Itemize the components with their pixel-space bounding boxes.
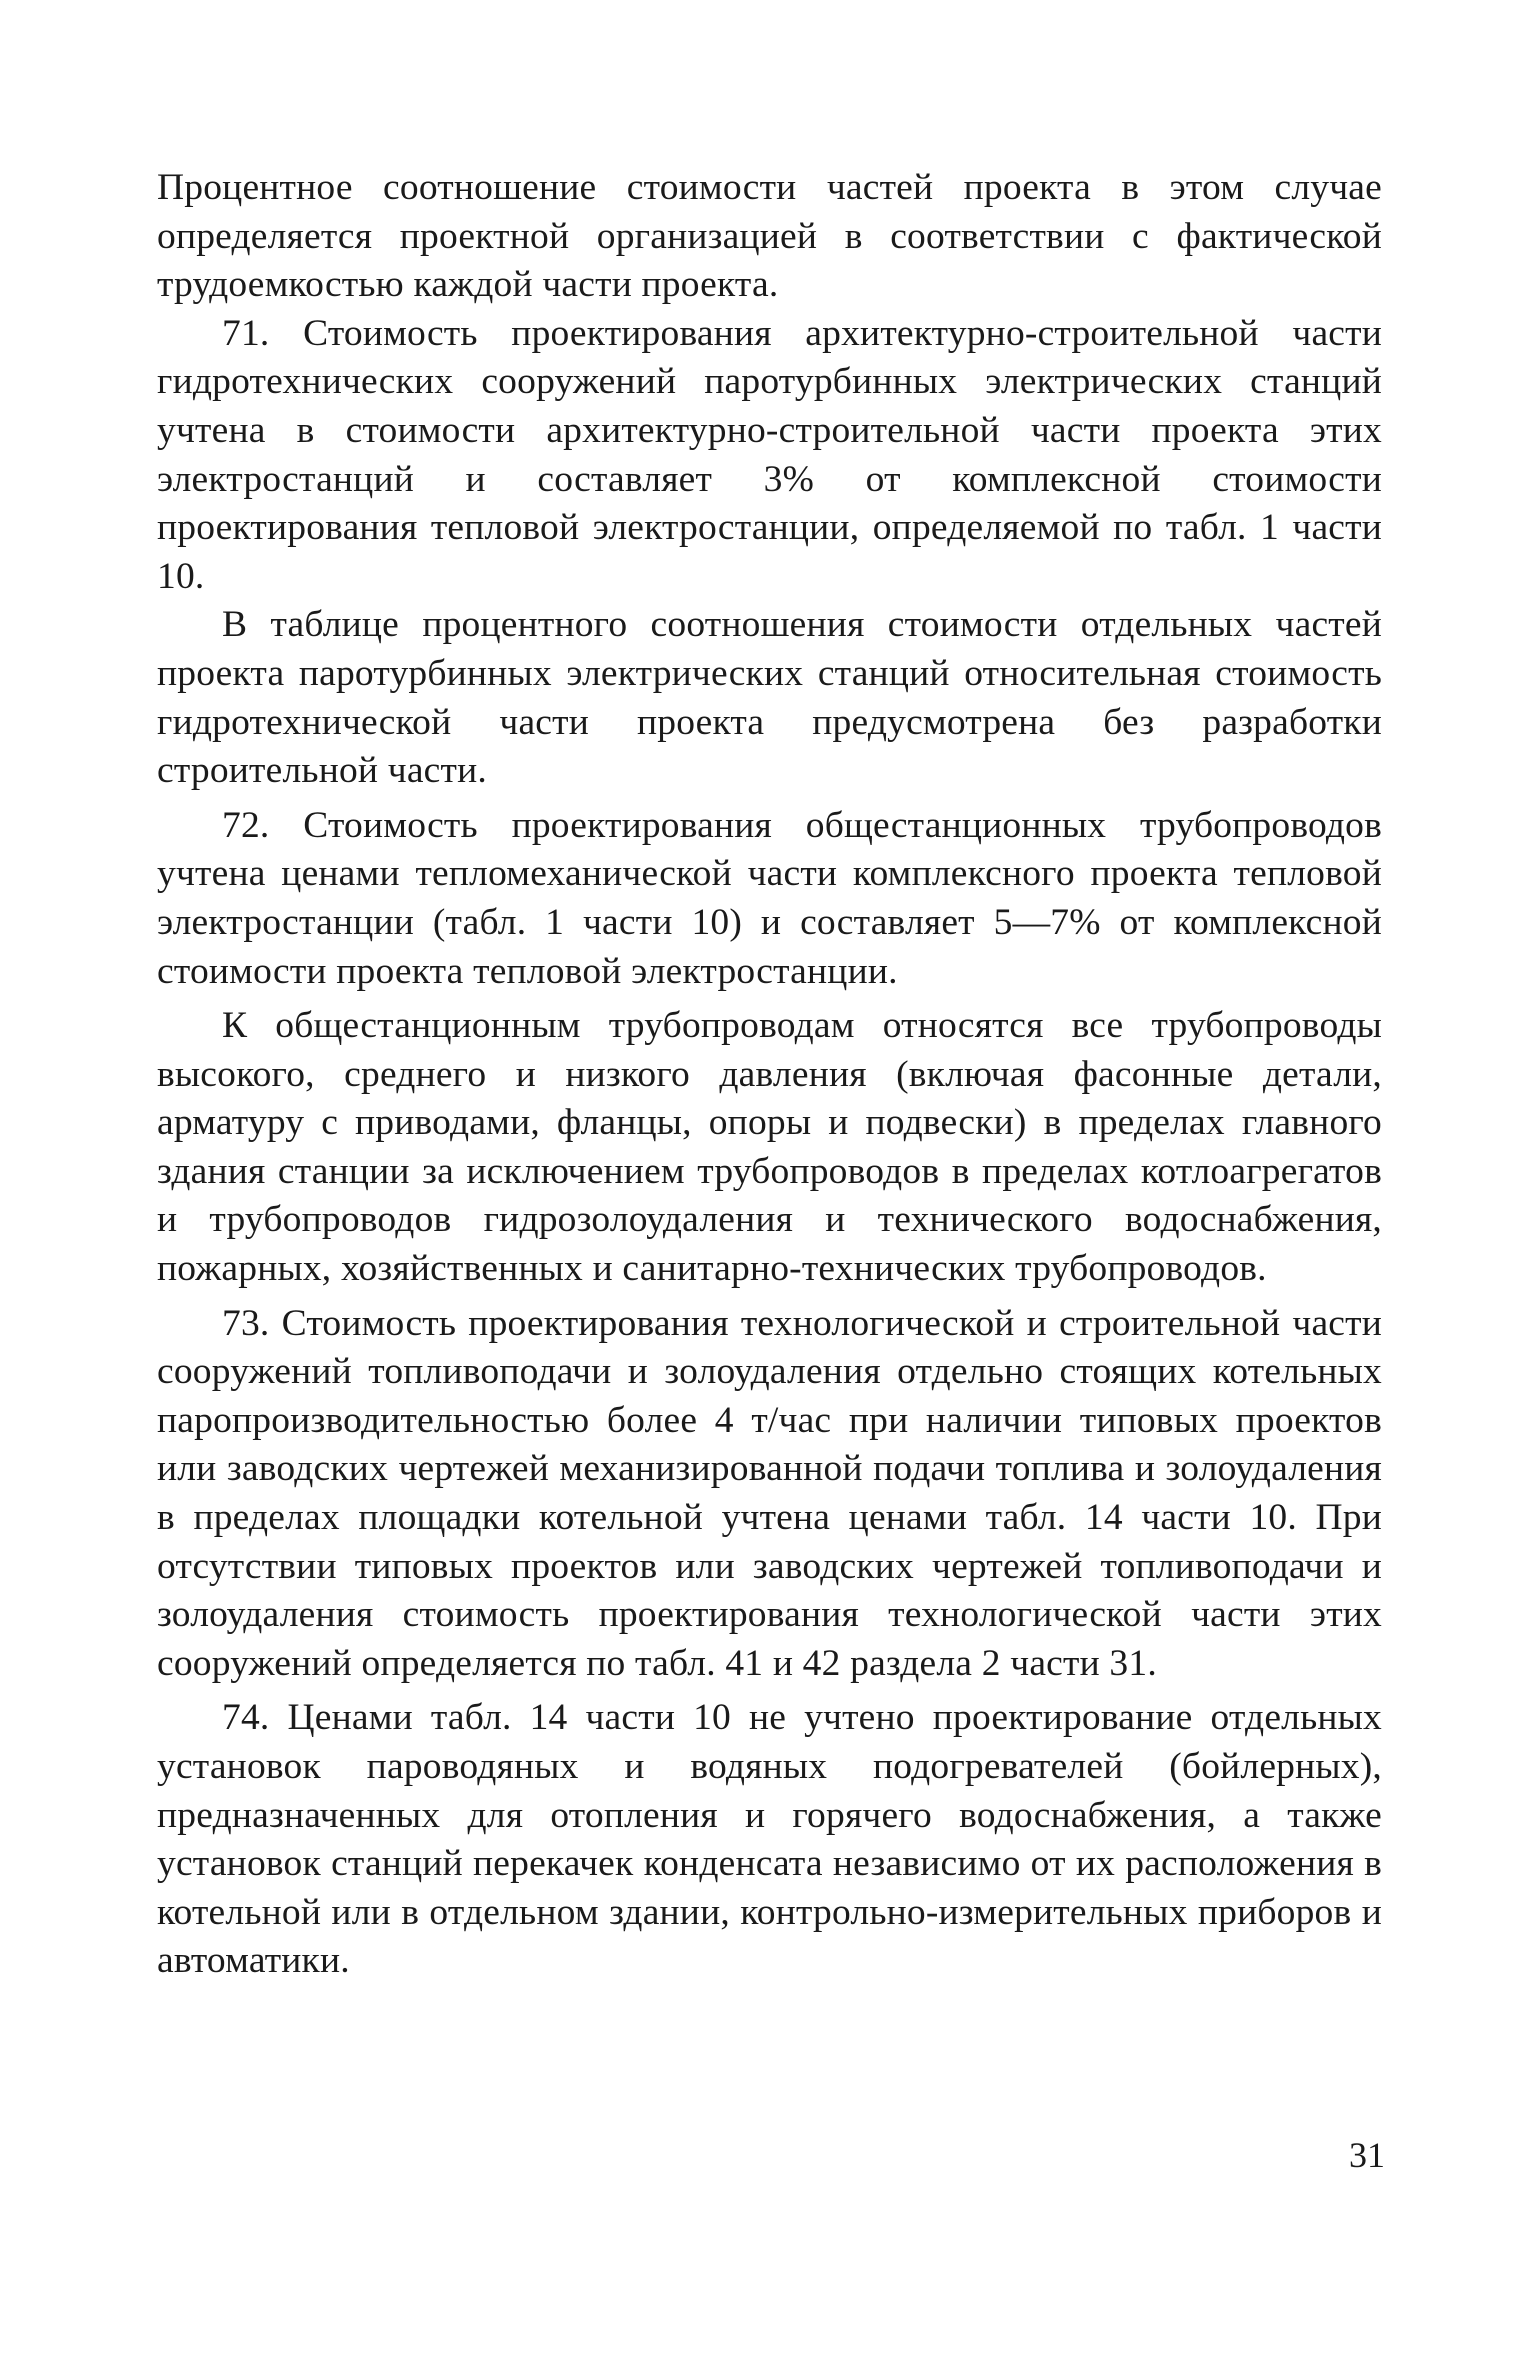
paragraph-71: 71. Стоимость проектирования архитектурно-строительной части гидротехнических сооружений паротурбинных электрических станций учтена в стоимости архитектурно-строительной части проекта этих электростанций и составляет 3% от комплексной стоимости проектирования тепловой электростанции, определяемой по табл. 1 части 10. (157, 312, 1382, 597)
paragraph-72-pipelines: К общестанционным трубопроводам относятся все трубопроводы высокого, среднего и низкого давления (включая фасонные детали, арматуру с приводами, фланцы, опоры и подвески) в пределах главного здания станции за исключением трубопроводов в пределах котлоагрегатов и трубопроводов гидрозолоудаления и технического водоснабжения, пожарных, хозяйственных и санитарно-технических трубопроводов. (157, 1005, 1382, 1290)
paragraph-74: 74. Ценами табл. 14 части 10 не учтено проектирование отдельных установок пароводяных и водяных подогревателей (бойлерных), предназначенных для отопления и горячего водоснабжения, а также установок станций перекачек конденсата независимо от их расположения в котельной или в отдельном здании, контрольно-измерительных приборов и автоматики. (157, 1697, 1382, 1982)
paragraph-71-table-note: В таблице процентного соотношения стоимости отдельных частей проекта паротурбинных электрических станций относительная стоимость гидротехнической части проекта предусмотрена без разработки строительной части. (157, 604, 1382, 792)
body-text (157, 164, 1382, 1986)
page-number: 31 (1349, 2135, 1385, 2175)
paragraph-72: 72. Стоимость проектирования общестанционных трубопроводов учтена ценами тепломеханической части комплексного проекта тепловой электростанции (табл. 1 части 10) и составляет 5—7% от комплексной стоимости проекта тепловой электростанции. (157, 804, 1382, 992)
paragraph-73: 73. Стоимость проектирования технологической и строительной части сооружений топливоподачи и золоудаления отдельно стоящих котельных паропроизводительностью более 4 т/час при наличии типовых проектов или заводских чертежей механизированной подачи топлива и золоудаления в пределах площадки котельной учтена ценами табл. 14 части 10. При отсутствии типовых проектов или заводских чертежей топливоподачи и золоудаления стоимость проектирования технологической части этих сооружений определяется по табл. 41 и 42 раздела 2 части 31. (157, 1302, 1382, 1684)
paragraph-intro: Процентное соотношение стоимости частей проекта в этом случае определяется проектной организацией в соответствии с фактической трудоемкостью каждой части проекта. (157, 167, 1382, 306)
